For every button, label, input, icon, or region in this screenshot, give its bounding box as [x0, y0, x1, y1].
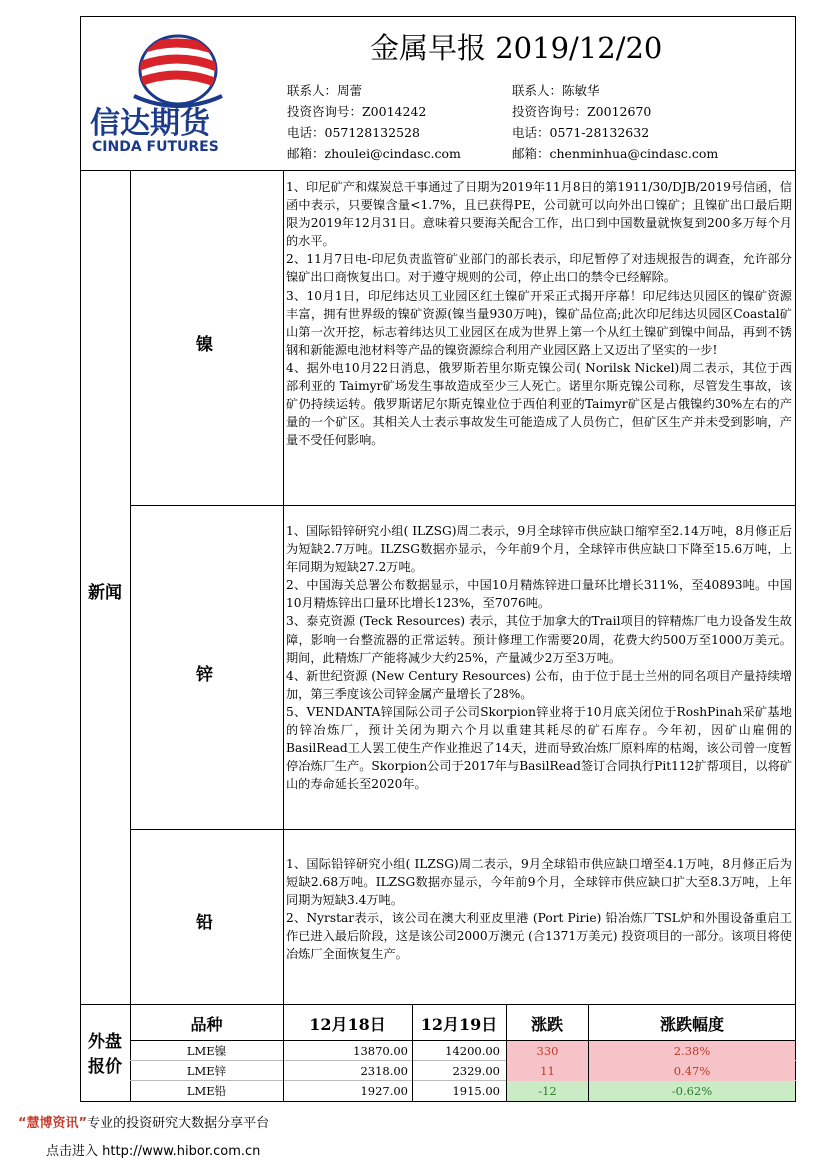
price-name: LME铅	[186, 1084, 227, 1098]
news-item: 1、国际铅锌研究小组( ILZSG)周二表示，9月全球铅市供应缺口增至4.1万吨，8月修正后为短缺2.68万吨。ILZSG数据亦显示，今年前9个月，全球锌市供应缺口扩大至8.3万吨，上年同期为短缺3.4万吨。	[286, 857, 792, 908]
price-change-pct: 0.47%	[589, 1061, 795, 1081]
price-change: 330	[507, 1041, 588, 1061]
footer-link[interactable]: 点击进入 http://www.hibor.com.cn	[46, 1144, 261, 1159]
contact-license: 投资咨询号：Z0012670	[512, 104, 652, 119]
price-change: 11	[507, 1061, 588, 1081]
price-dec19: 1915.00	[452, 1084, 500, 1098]
price-name: LME镍	[186, 1044, 227, 1058]
divider	[80, 1004, 796, 1005]
price-name: LME锌	[186, 1064, 227, 1078]
contact-phone: 电话：057128132528	[287, 125, 420, 140]
news-item: 4、新世纪资源 (New Century Resources) 公布，由于位于昆士兰州的同名项目产量持续增加，第三季度该公司锌金属产量增长了28%。	[286, 668, 792, 701]
news-item: 4、据外电10月22日消息，俄罗斯若里尔斯克镍公司( Norilsk Nickel)周二表示，其位于西部利亚的 Taimyr矿场发生事故造成至少三人死亡。诺里尔斯克镍公司称，尽管发生事故，该矿仍持续运转。俄罗斯诺尼尔斯克镍业位于西伯利亚的Taimyr矿区是占俄镍约30%左右的产量的一个矿区。其相关人士表示事故发生可能造成了人员伤亡，但矿区生产并未受到影响，产量不受任何影响。	[286, 360, 792, 448]
metal-label-lead: 铅	[196, 913, 213, 933]
metal-label-nickel: 镍	[196, 335, 213, 355]
divider	[283, 170, 284, 1004]
report-title: 金属早报 2019/12/20	[370, 31, 663, 65]
metal-label-zinc: 锌	[196, 665, 213, 685]
news-item: 2、11月7日电-印尼负责监管矿业部门的部长表示，印尼暂停了对违规报告的调查，允许部分镍矿出口商恢复出口。对于遵守规则的公司，停止出口的禁令已经解除。	[286, 252, 792, 285]
news-item: 2、Nyrstar表示，该公司在澳大利亚皮里港 (Port Pirie) 铅冶炼厂TSL炉和外围设备重启工作已进入最后阶段，这是该公司2000万澳元 (合1371万美元) 投资项目的一部分。该项目将使冶炼厂全面恢复生产。	[286, 911, 792, 962]
news-nickel	[286, 178, 792, 449]
divider	[130, 505, 796, 506]
logo-en-text: CINDA FUTURES	[92, 139, 219, 155]
price-dec19: 14200.00	[445, 1044, 500, 1058]
price-dec18: 1927.00	[360, 1084, 408, 1098]
news-item: 2、中国海关总署公布数据显示，中国10月精炼锌进口量环比增长311%，至40893吨。中国10月精炼锌出口量环比增长123%，至7076吨。	[286, 578, 792, 611]
price-change: -12	[507, 1081, 588, 1101]
contact-block-2	[512, 80, 718, 164]
news-category-label: 新闻	[88, 583, 122, 603]
col-header-variety: 品种	[190, 1015, 223, 1034]
news-item: 5、VENDANTA锌国际公司子公司Skorpion锌业将于10月底关闭位于RoshPinah采矿基地的锌冶炼厂，预计关闭为期六个月以重建其耗尽的矿石库存。今年初，因矿山雇佣的BasilRead工人罢工使生产作业推迟了14天，进而导致冶炼厂原料库的枯竭，该公司曾一度暂停冶炼厂生产。Skorpion公司于2017年与BasilRead签订合同执行Pit112扩帮项目，以将矿山的寿命延长至2020年。	[286, 704, 792, 792]
footer-brand: “慧博资讯”	[18, 1116, 88, 1131]
divider	[130, 829, 796, 830]
price-dec18: 13870.00	[353, 1044, 408, 1058]
col-header-dec18: 12月18日	[309, 1015, 386, 1034]
col-header-change: 涨跌	[530, 1015, 563, 1034]
price-change-pct: -0.62%	[589, 1081, 795, 1101]
divider	[80, 170, 796, 171]
news-item: 3、10月1日，印尼纬达贝工业园区红土镍矿开采正式揭开序幕！印尼纬达贝园区的镍矿资源丰富，拥有世界级的镍矿资源(镍当量930万吨)，镍矿品位高;此次印尼纬达贝园区Coastal矿山第一次开挖，标志着纬达贝工业园区在成为世界上第一个从红土镍矿到镍中间品，再到不锈钢和新能源电池材料等产品的镍资源综合利用产业园区路上又迈出了坚实的一步!	[286, 288, 792, 357]
contact-name: 联系人：陈敏华	[512, 83, 600, 98]
news-item: 1、国际铅锌研究小组( ILZSG)周二表示，9月全球锌市供应缺口缩窄至2.14万吨，8月修正后为短缺2.7万吨。ILZSG数据亦显示，今年前9个月，全球锌市供应缺口下降至15.6万吨，上年同期为短缺27.2万吨。	[286, 524, 792, 575]
price-dec18: 2318.00	[360, 1064, 408, 1078]
col-header-dec19: 12月19日	[420, 1015, 498, 1034]
contact-name: 联系人：周蕾	[287, 83, 363, 98]
price-dec19: 2329.00	[452, 1064, 500, 1078]
news-zinc	[286, 522, 792, 793]
news-item: 3、泰克资源 (Teck Resources) 表示，其位于加拿大的Trail项目的锌精炼厂电力设备发生故障，影响一台整流器的正常运转。预计修理工作需要20周，花费大约500万至1000万美元。期间，此精炼厂产能将减少大约25%，产量减少2万至3万吨。	[286, 614, 792, 665]
contact-email[interactable]: 邮箱：zhoulei@cindasc.com	[287, 146, 461, 161]
price-change-pct: 2.38%	[589, 1041, 795, 1061]
price-category-text: 外盘报价	[88, 1032, 122, 1077]
col-header-change-pct: 涨跌幅度	[659, 1015, 724, 1034]
contact-block-1	[287, 80, 461, 164]
footer-tagline	[18, 1112, 269, 1131]
price-category-label	[80, 1030, 130, 1080]
contact-license: 投资咨询号：Z0014242	[287, 104, 427, 119]
news-item: 1、印尼矿产和煤炭总干事通过了日期为2019年11月8日的第1911/30/DJB/2019号信函，信函中表示，只要镍含量<1.7%，且已获得PE，公司就可以向外出口镍矿；且镍矿出口最后期限为2019年12月31日。意味着只要海关配合工作，出口到中国数量就恢复到200多万每个月的水平。	[286, 180, 792, 249]
contact-email[interactable]: 邮箱：chenminhua@cindasc.com	[512, 146, 719, 161]
cinda-logo	[82, 18, 278, 168]
logo-cn-text: 信达期货	[90, 106, 210, 141]
news-lead	[286, 855, 792, 964]
contact-phone: 电话：0571-28132632	[512, 125, 650, 140]
divider	[130, 170, 131, 1102]
footer-tagline-text: 专业的投资研究大数据分享平台	[87, 1116, 270, 1131]
